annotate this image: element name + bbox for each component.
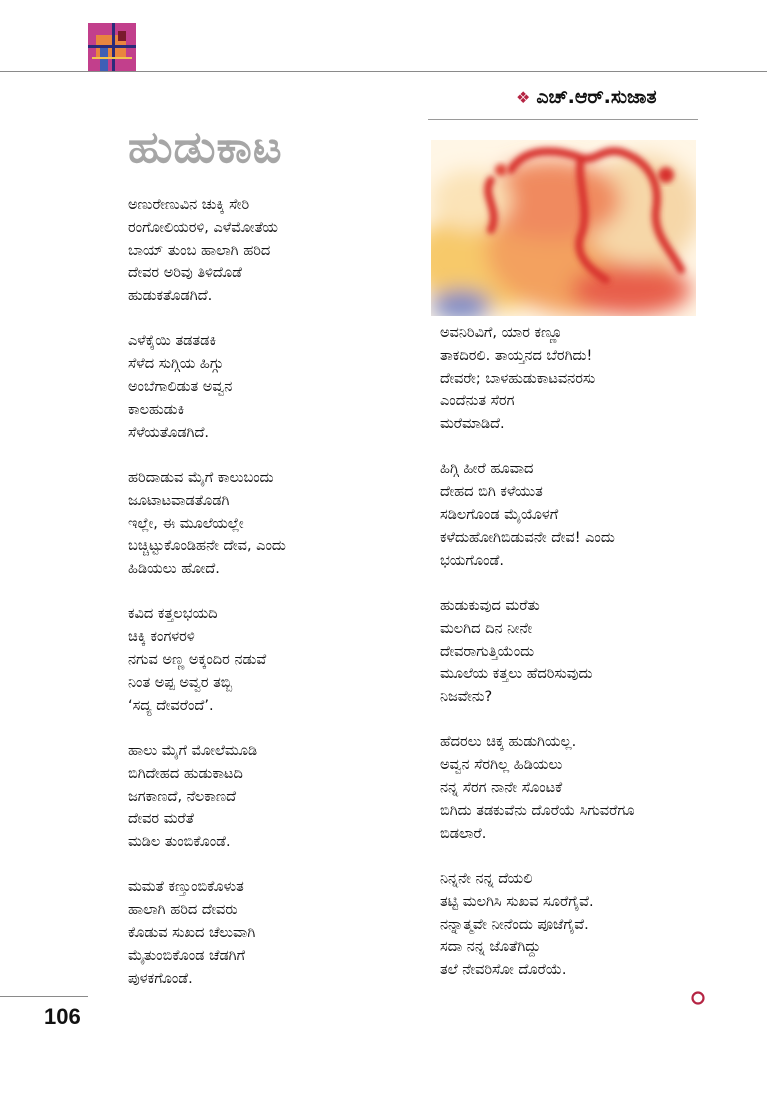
stanza xyxy=(440,322,634,436)
poem-line: ಹಿಡಿಯಲು ಹೋದೆ. xyxy=(128,561,220,578)
poem-line: ಮಲಗಿದ ದಿನ ನೀನೇ xyxy=(440,620,533,637)
poem-line: ಮರೆಮಾಡಿದೆ. xyxy=(440,416,505,433)
poem-line: ದೇಹದ ಬಿಗಿ ಕಳೆಯುತ xyxy=(440,484,543,501)
poem-line: ಬಿಗಿದು ತಡಕುವೆನು ದೊರೆಯೆ ಸಿಗುವರೆಗೂ xyxy=(440,802,635,819)
poem-line: ನನ್ನಾತ್ಮವೇ ನೀನೆಂದು ಪೂಜೆಗೈವೆ. xyxy=(440,916,589,933)
author-name: ಎಚ್.ಆರ್.ಸುಜಾತ xyxy=(536,86,657,108)
poem-line: ಮೂಲೆಯ ಕತ್ತಲು ಹೆದರಿಸುವುದು xyxy=(440,666,593,683)
poem-line: ಸದಾ ನನ್ನ ಜೊತೆಗಿದ್ದು xyxy=(440,939,541,956)
poem-line: ನಿನ್ನನೇ ನನ್ನ ದೆಯಲಿ xyxy=(440,870,533,887)
poem-line: ಎಂದೆನುತ ಸೆರಗ xyxy=(440,393,515,410)
poem-line: ಜಗಕಾಣದೆ, ನೆಲಕಾಣದೆ xyxy=(128,788,237,805)
footer-divider xyxy=(0,996,88,997)
poem-line: ಕಾಲಹುಡುಕಿ xyxy=(128,401,185,418)
poem-line: ದೇವರ ಅರಿವು ತಿಳಿದೊಡೆ xyxy=(128,265,242,282)
poem-line: ನನ್ನ ಸೆರಗ ನಾನೇ ಸೊಂಟಕೆ xyxy=(440,780,563,797)
stanza xyxy=(128,467,286,581)
poem-line: ಹಾಲು ಮೈಗೆ ಮೋಲೆಮೂಡಿ xyxy=(128,742,258,759)
poem-line: ತಟ್ಟಿ ಮಲಗಿಸಿ ಸುಖವ ಸೂರೆಗೈವೆ. xyxy=(440,893,594,910)
poem-line: ರಂಗೋಲಿಯರಳಿ, ಎಳೆಮೋತೆಯ xyxy=(128,219,278,236)
end-of-poem-icon xyxy=(690,990,706,1006)
diamond-bullet-icon: ❖ xyxy=(516,88,531,107)
poem-line: ಎಳೆಕೈಯಿ ತಡತಡಕಿ xyxy=(128,333,217,350)
magazine-logo xyxy=(88,23,136,71)
author-divider xyxy=(428,119,698,120)
page-number: 106 xyxy=(44,1004,81,1029)
poem-line: ಅಣುರೇಣುವಿನ ಚುಕ್ಕಿ ಸೇರಿ xyxy=(128,197,250,213)
poem-line: ಕಳೆದುಹೋಗಿಬಿಡುವನೇ ದೇವ! ಎಂದು xyxy=(440,529,615,546)
header-divider xyxy=(0,71,767,72)
poem-line: ಸಡಿಲಗೊಂಡ ಮೈಯೊಳಗೆ xyxy=(440,507,559,524)
poem-line: ತಾಕದಿರಲಿ. ತಾಯ್ತನದ ಬೆರಗಿದು! xyxy=(440,347,593,364)
poem-line: ನಿಜವೇನು? xyxy=(440,689,493,706)
watercolor-illustration xyxy=(431,140,696,316)
stanza xyxy=(440,595,634,709)
stanza xyxy=(128,740,286,854)
poem-line: ‘ಸದ್ಯ ದೇವರೆಂದೆ’. xyxy=(128,697,214,714)
poem-line: ಮಮತೆ ಕಣ್ತುಂಬಿಕೊಳುತ xyxy=(128,879,244,896)
poem-line: ಅವ್ವನ ಸೆರಗಿಲ್ಲ ಹಿಡಿಯಲು xyxy=(440,757,563,774)
poem-line: ಮಡಿಲ ತುಂಬಿಕೊಂಡೆ. xyxy=(128,834,231,851)
poem-line: ತಲೆ ನೇವರಿಸೋ ದೊರೆಯೆ. xyxy=(440,962,567,979)
poem-line: ಜೂಟಾಟವಾಡತೊಡಗಿ xyxy=(128,492,230,509)
poem-line: ದೇವರಾಗುತ್ತಿಯೆಂದು xyxy=(440,643,535,660)
poem-line: ಭಯಗೊಂಡೆ. xyxy=(440,552,504,569)
stanza xyxy=(128,194,286,308)
poem-line: ಹಿಗ್ಗಿ ಹೀರೆ ಹೂವಾದ xyxy=(440,461,534,478)
poem-line: ಇಲ್ಲೇ, ಈ ಮೂಲೆಯಲ್ಲೇ xyxy=(128,515,244,532)
poem-line: ಹರಿದಾಡುವ ಮೈಗೆ ಕಾಲುಬಂದು xyxy=(128,469,274,486)
poem-line: ಹೆದರಲು ಚಿಕ್ಕ ಹುಡುಗಿಯಲ್ಲ. xyxy=(440,734,577,751)
poem-line: ಸೆಳೆಯತೊಡಗಿದೆ. xyxy=(128,424,210,441)
poem-line: ಹುಡುಕತೊಡಗಿದೆ. xyxy=(128,288,213,305)
poem-line: ಮೈತುಂಬಿಕೊಂಡ ಚೆಡಗಿಗೆ xyxy=(128,947,246,964)
stanza xyxy=(128,876,286,990)
stanza xyxy=(128,330,286,444)
poem-left-column xyxy=(128,194,286,1013)
poem-line: ಹುಡುಕುವುದ ಮರೆತು xyxy=(440,597,540,614)
poem-line: ಅವನಿರಿವಿಗೆ, ಯಾರ ಕಣ್ಣೂ xyxy=(440,325,563,341)
poem-line: ನಿಂತ ಅಪ್ಪ ಅವ್ವರ ತಬ್ಬಿ xyxy=(128,674,233,691)
poem-line: ನಗುವ ಅಣ್ಣ ಅಕ್ಕಂದಿರ ನಡುವೆ xyxy=(128,652,267,669)
stanza xyxy=(128,603,286,717)
poem-line: ಸೆಳೆದ ಸುಗ್ಗಿಯ ಹಿಗ್ಗು xyxy=(128,356,224,373)
poem-title: ಹುಡುಕಾಟ xyxy=(128,122,283,173)
poem-line: ಬಚ್ಚಿಟ್ಟುಕೊಂಡಿಹನೇ ದೇವ, ಎಂದು xyxy=(128,538,286,555)
poem-line: ಅಂಬೆಗಾಲಿಡುತ ಅವ್ವನ xyxy=(128,379,233,396)
poem-line: ಬಾಯ್ ತುಂಬ ಹಾಲಾಗಿ ಹರಿದ xyxy=(128,242,271,259)
poem-line: ಪುಳಕಗೊಂಡೆ. xyxy=(128,970,193,987)
poem-line: ಕವಿದ ಕತ್ತಲಭಯದಿ xyxy=(128,606,218,623)
poem-line: ಬಿಗಿದೇಹದ ಹುಡುಕಾಟದಿ xyxy=(128,765,243,782)
stanza xyxy=(440,731,634,845)
author-byline xyxy=(516,86,716,108)
poem-right-column xyxy=(440,322,634,1004)
poem-line: ಹಾಲಾಗಿ ಹರಿದ ದೇವರು xyxy=(128,902,238,919)
stanza xyxy=(440,868,634,982)
stanza xyxy=(440,458,634,572)
poem-line: ಕೊಡುವ ಸುಖದ ಚೆಲುವಾಗಿ xyxy=(128,925,256,942)
poem-line: ಬಿಡಲಾರೆ. xyxy=(440,825,487,842)
poem-line: ದೇವರೇ; ಬಾಳಹುಡುಕಾಟವನರಸು xyxy=(440,370,596,387)
poem-line: ಚಿಕ್ಕಿ ಕಂಗಳರಳಿ xyxy=(128,629,195,646)
poem-line: ದೇವರ ಮರೆತೆ xyxy=(128,811,195,828)
